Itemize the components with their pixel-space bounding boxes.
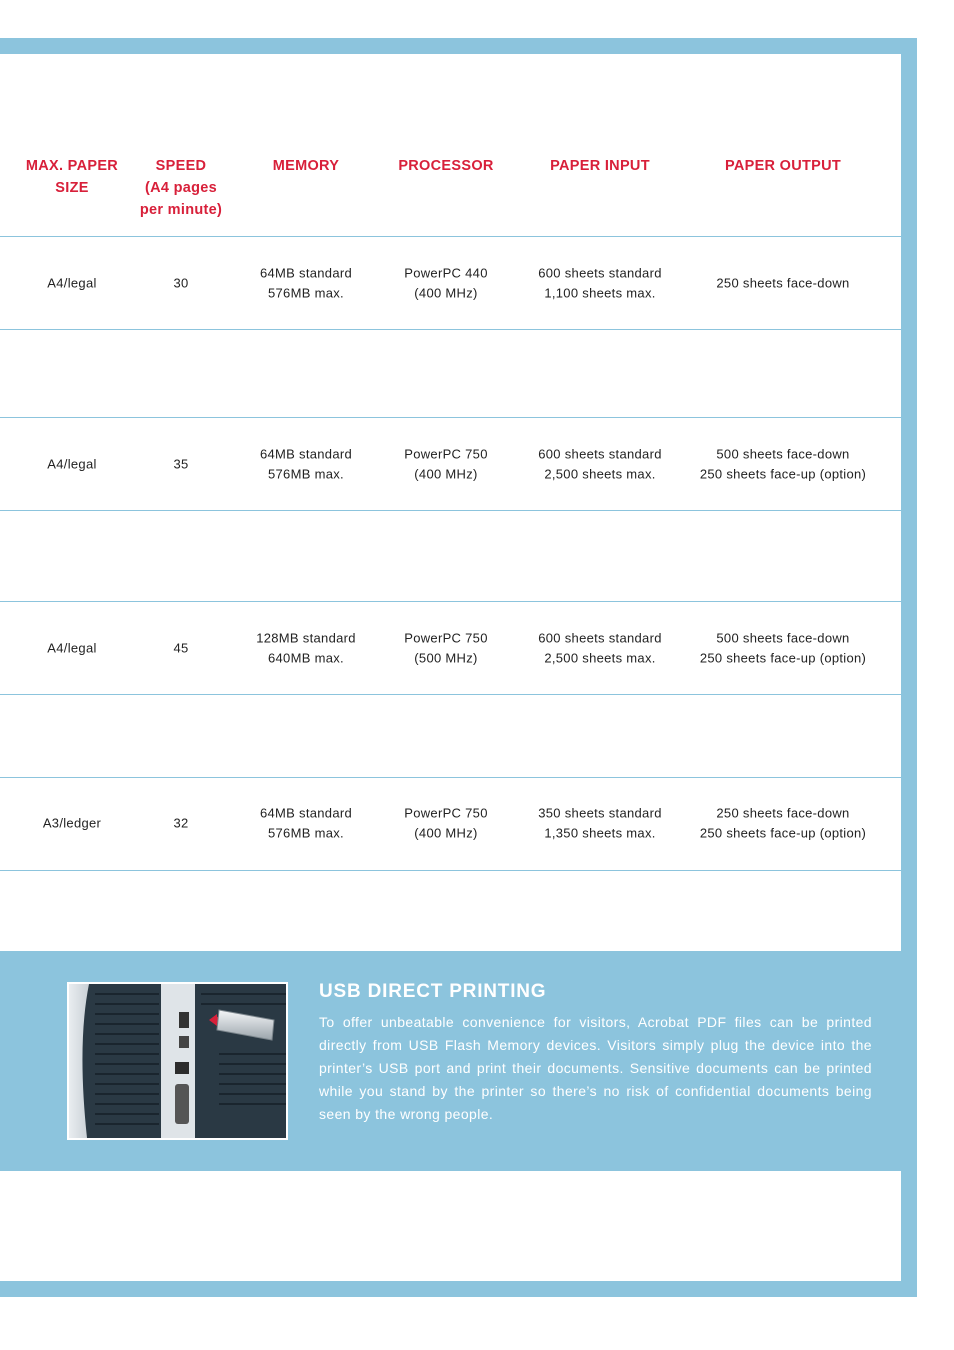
cell-memory: 64MB standard 576MB max. — [259, 446, 353, 481]
cell-processor: PowerPC 750 (400 MHz) — [404, 446, 488, 481]
table-divider — [0, 601, 901, 602]
usb-section-title: USB DIRECT PRINTING — [319, 981, 547, 1002]
cell-processor: PowerPC 440 (400 MHz) — [404, 265, 488, 300]
header-paper-output: PAPER OUTPUT — [724, 158, 842, 174]
table-divider — [0, 777, 901, 778]
cell-paper-input: 600 sheets standard 2,500 sheets max. — [538, 630, 662, 665]
cell-speed: 30 — [173, 275, 189, 291]
cell-processor: PowerPC 750 (400 MHz) — [404, 805, 488, 840]
usb-stick-printer-icon — [69, 984, 286, 1138]
cell-paper-size: A3/ledger — [42, 815, 102, 831]
cell-paper-output: 500 sheets face-down 250 sheets face-up (option) — [699, 446, 867, 481]
cell-paper-input: 600 sheets standard 2,500 sheets max. — [538, 446, 662, 481]
header-max-paper-size: MAX. PAPER SIZE — [25, 158, 119, 196]
cell-paper-output: 250 sheets face-down — [716, 275, 850, 291]
cell-speed: 32 — [173, 815, 189, 831]
cell-memory: 64MB standard 576MB max. — [259, 805, 353, 840]
cell-processor: PowerPC 750 (500 MHz) — [404, 630, 488, 665]
cell-paper-input: 350 sheets standard 1,350 sheets max. — [538, 805, 662, 840]
table-divider — [0, 510, 901, 511]
header-paper-input: PAPER INPUT — [550, 158, 650, 174]
cell-paper-size: A4/legal — [47, 640, 97, 656]
table-divider — [0, 870, 901, 871]
cell-speed: 45 — [173, 640, 189, 656]
usb-printer-photo — [67, 982, 288, 1140]
table-divider — [0, 417, 901, 418]
cell-paper-size: A4/legal — [47, 275, 97, 291]
header-speed: SPEED (A4 pages per minute) — [139, 158, 223, 218]
table-divider — [0, 694, 901, 695]
table-divider — [0, 236, 901, 237]
usb-section-body: To offer unbeatable convenience for visitors, Acrobat PDF files can be printed directly from USB Flash Memory devices. Visitors simply plug the device into the printer’s USB port and print their documents. Sensitive documents can be printed while you stand by the printer so there’s no risk of confidential documents being seen by the wrong people. — [319, 1014, 872, 1122]
header-memory: MEMORY — [272, 158, 340, 174]
table-divider — [0, 329, 901, 330]
cell-paper-input: 600 sheets standard 1,100 sheets max. — [538, 265, 662, 300]
cell-memory: 64MB standard 576MB max. — [259, 265, 353, 300]
cell-speed: 35 — [173, 456, 189, 472]
cell-memory: 128MB standard 640MB max. — [256, 630, 356, 665]
cell-paper-size: A4/legal — [47, 456, 97, 472]
cell-paper-output: 250 sheets face-down 250 sheets face-up (option) — [699, 805, 867, 840]
cell-paper-output: 500 sheets face-down 250 sheets face-up (option) — [699, 630, 867, 665]
header-processor: PROCESSOR — [398, 158, 494, 174]
